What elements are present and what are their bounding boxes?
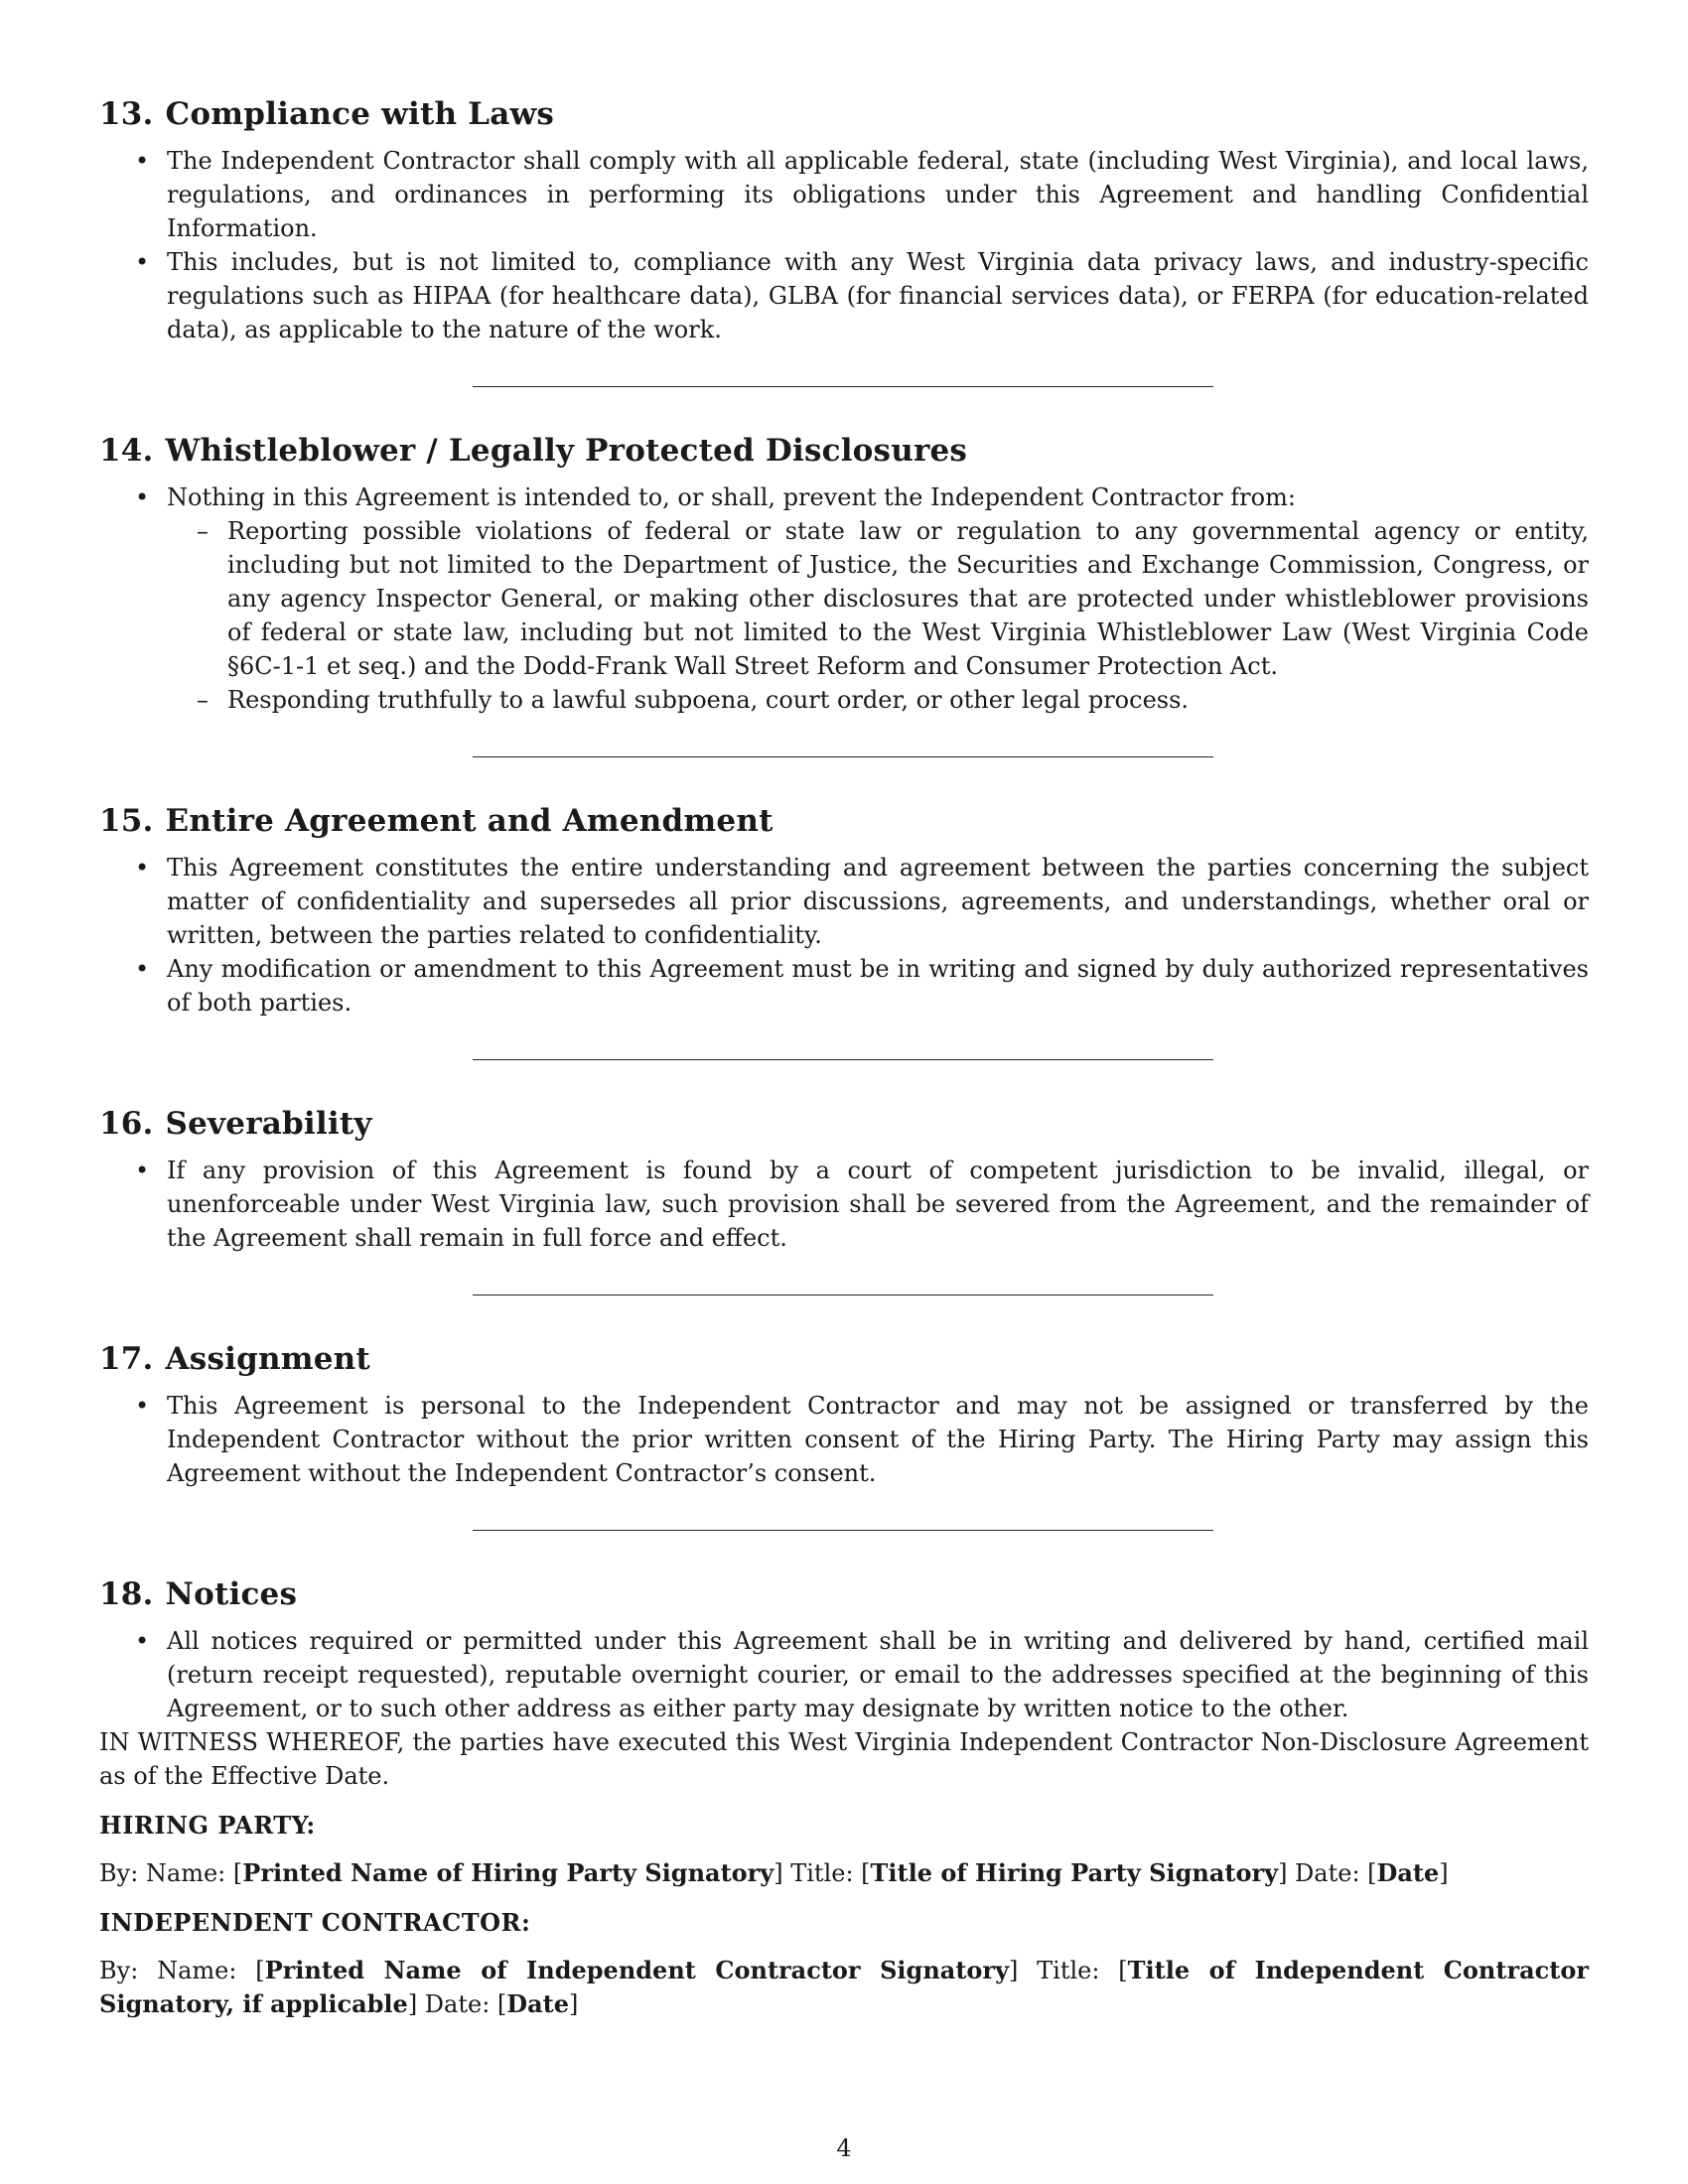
section-divider	[473, 756, 1213, 757]
sub-list	[167, 514, 1589, 717]
bullet-list	[99, 851, 1589, 1020]
list-item: • The Independent Contractor shall comply with all applicable federal, state (including West Virginia), and local laws, regulations, and ordinances in performing its obligations under this Agreement and handling Confidential Information.	[99, 144, 1589, 245]
list-item: • Any modification or amendment to this Agreement must be in writing and signed by duly authorized representatives of both parties.	[99, 952, 1589, 1020]
list-item: • This Agreement is personal to the Independent Contractor and may not be assigned or transferred by the Independent Contractor without the prior written consent of the Hiring Party. The Hiring Party may assign this Agreement without the Independent Contractor’s consent.	[99, 1389, 1589, 1490]
bullet-list	[99, 480, 1589, 717]
list-item: • This includes, but is not limited to, compliance with any West Virginia data privacy laws, and industry-specific regulations such as HIPAA (for healthcare data), GLBA (for financial services data), or FERPA (for education-related data), as applicable to the nature of the work.	[99, 245, 1589, 346]
section-title: Entire Agreement and Amendment	[165, 803, 774, 839]
section-heading	[99, 1574, 1589, 1614]
section-divider	[473, 1295, 1213, 1296]
sig-date-prefix: ] Date: [	[407, 1990, 507, 2018]
hiring-party-label: HIRING PARTY:	[99, 1811, 316, 1840]
section-heading	[99, 801, 1589, 841]
sig-close: ]	[569, 1990, 579, 2018]
section-heading	[99, 431, 1589, 471]
section-15	[99, 801, 1589, 1060]
section-divider	[473, 386, 1213, 387]
section-13	[99, 94, 1589, 387]
contractor-title-placeholder: Title of Independent Contractor Signatory, if applicable	[99, 1956, 1589, 2018]
section-14	[99, 431, 1589, 757]
sig-by-text: By: Name: [	[99, 1957, 265, 1984]
section-number: 16.	[99, 1106, 154, 1142]
list-item: • If any provision of this Agreement is found by a court of competent jurisdiction to be invalid, illegal, or unenforceable under West Virginia law, such provision shall be severed from the Agreement, and the remainder of the Agreement shall remain in full force and effect.	[99, 1154, 1589, 1255]
sig-date-prefix: ] Date: [	[1278, 1859, 1377, 1887]
section-title: Severability	[165, 1106, 372, 1142]
section-title: Whistleblower / Legally Protected Disclosures	[165, 433, 968, 469]
contractor-label: INDEPENDENT CONTRACTOR:	[99, 1908, 531, 1937]
section-number: 17.	[99, 1341, 154, 1377]
witness-clause: IN WITNESS WHEREOF, the parties have executed this West Virginia Independent Contractor Non-Disclosure Agreement as of the Effective Date.	[99, 1728, 1589, 1790]
section-title: Notices	[165, 1576, 298, 1612]
sig-title-prefix: ] Title: [	[1009, 1957, 1128, 1984]
section-title: Compliance with Laws	[165, 96, 555, 132]
contractor-signature-line	[99, 1954, 1589, 2021]
sig-by-text: By: Name: [	[99, 1859, 243, 1887]
document-page	[99, 94, 1589, 2021]
sig-title-prefix: ] Title: [	[774, 1859, 871, 1887]
section-number: 18.	[99, 1576, 154, 1612]
section-heading	[99, 1104, 1589, 1144]
sub-list-item: – Responding truthfully to a lawful subpoena, court order, or other legal process.	[167, 683, 1589, 717]
section-17	[99, 1339, 1589, 1531]
hiring-party-title-placeholder: Title of Hiring Party Signatory	[870, 1858, 1279, 1887]
list-item: • This Agreement constitutes the entire understanding and agreement between the parties concerning the subject matter of confidentiality and supersedes all prior discussions, agreements, and understandings, whether oral or written, between the parties related to confidentiality.	[99, 851, 1589, 952]
list-item	[99, 480, 1589, 717]
contractor-name-placeholder: Printed Name of Independent Contractor Signatory	[264, 1956, 1010, 1984]
contractor-date-placeholder: Date	[506, 1989, 569, 2018]
section-title: Assignment	[165, 1341, 370, 1377]
hiring-party-date-placeholder: Date	[1376, 1858, 1440, 1887]
hiring-party-name-placeholder: Printed Name of Hiring Party Signatory	[242, 1858, 774, 1887]
sig-close: ]	[1439, 1859, 1449, 1887]
list-item-lead: Nothing in this Agreement is intended to, or shall, prevent the Independent Contractor from:	[167, 483, 1296, 511]
section-divider	[473, 1530, 1213, 1531]
section-heading	[99, 1339, 1589, 1379]
page-number: 4	[836, 2134, 852, 2162]
section-16	[99, 1104, 1589, 1296]
bullet-list	[99, 144, 1589, 346]
bullet-list	[99, 1624, 1589, 1725]
section-heading	[99, 94, 1589, 134]
bullet-list	[99, 1389, 1589, 1490]
hiring-party-signature-line	[99, 1856, 1589, 1890]
sub-list-item: – Reporting possible violations of federal or state law or regulation to any governmental agency or entity, including but not limited to the Department of Justice, the Securities and Exchange Commission, Congress, or any agency Inspector General, or making other disclosures that are protected under whistleblower provisions of federal or state law, including but not limited to the West Virginia Whistleblower Law (West Virginia Code §6C-1-1 et seq.) and the Dodd-Frank Wall Street Reform and Consumer Protection Act.	[167, 514, 1589, 683]
section-number: 14.	[99, 433, 154, 469]
bullet-list	[99, 1154, 1589, 1255]
section-number: 13.	[99, 96, 154, 132]
section-18	[99, 1574, 1589, 1725]
section-divider	[473, 1059, 1213, 1060]
section-number: 15.	[99, 803, 154, 839]
list-item: • All notices required or permitted under this Agreement shall be in writing and delivered by hand, certified mail (return receipt requested), reputable overnight courier, or email to the addresses specified at the beginning of this Agreement, or to such other address as either party may designate by written notice to the other.	[99, 1624, 1589, 1725]
